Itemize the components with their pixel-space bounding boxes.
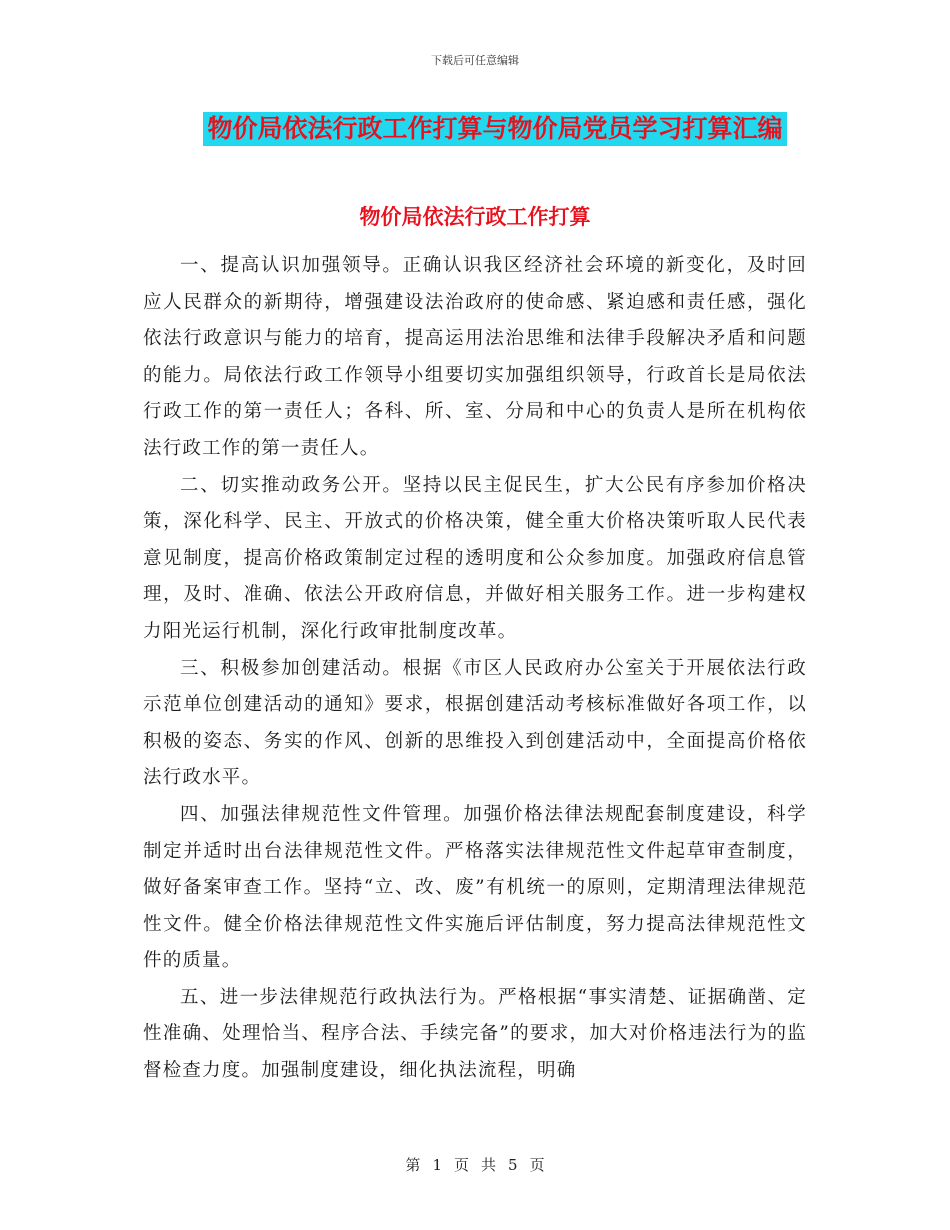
page-footer — [0, 1154, 950, 1175]
paragraph-4: 四、加强法律规范性文件管理。加强价格法律法规配套制度建设，科学制定并适时出台法律规范性文件。严格落实法律规范性文件起草审查制度，做好备案审查工作。坚持“立、改、废”有机统一的原则，定期清理法律规范性文件。健全价格法律规范性文件实施后评估制度，努力提高法律规范性文件的质量。 — [143, 803, 807, 972]
paragraph-1: 一、提高认识加强领导。正确认识我区经济社会环境的新变化，及时回应人民群众的新期待，增强建设法治政府的使命感、紧迫感和责任感，强化依法行政意识与能力的培育，提高运用法治思维和法律手段解决矛盾和问题的能力。局依法行政工作领导小组要切实加强组织领导，行政首长是局依法行政工作的第一责任人；各科、所、室、分局和中心的负责人是所在机构依法行政工作的第一责任人。 — [143, 255, 807, 459]
footer-prefix: 第 — [405, 1156, 421, 1174]
footer-total-pages: 5 — [508, 1156, 518, 1174]
footer-page-number: 1 — [432, 1156, 442, 1174]
document-title-container — [0, 112, 950, 146]
paragraph-5: 五、进一步法律规范行政执法行为。严格根据“事实清楚、证据确凿、定性准确、处理恰当、程序合法、手续完备”的要求，加大对价格违法行为的监督检查力度。加强制度建设，细化执法流程，明确 — [143, 986, 807, 1082]
page-header-note: 下载后可任意编辑 — [431, 54, 519, 67]
footer-total-unit: 页 — [529, 1156, 545, 1174]
document-body — [143, 248, 807, 1090]
paragraph-2: 二、切实推动政务公开。坚持以民主促民生，扩大公民有序参加价格决策，深化科学、民主、开放式的价格决策，健全重大价格决策听取人民代表意见制度，提高价格政策制定过程的透明度和公众参加度。加强政府信息管理，及时、准确、依法公开政府信息，并做好相关服务工作。进一步构建权力阳光运行机制，深化行政审批制度改革。 — [143, 474, 807, 642]
footer-page-unit: 页 — [453, 1156, 469, 1174]
footer-total-prefix: 共 — [481, 1156, 497, 1174]
section-title: 物价局依法行政工作打算 — [359, 205, 591, 229]
paragraph-3: 三、积极参加创建活动。根据《市区人民政府办公室关于开展依法行政示范单位创建活动的通知》要求，根据创建活动考核标准做好各项工作，以积极的姿态、务实的作风、创新的思维投入到创建活动中，全面提高价格依法行政水平。 — [143, 657, 807, 789]
document-title: 物价局依法行政工作打算与物价局党员学习打算汇编 — [203, 112, 786, 146]
